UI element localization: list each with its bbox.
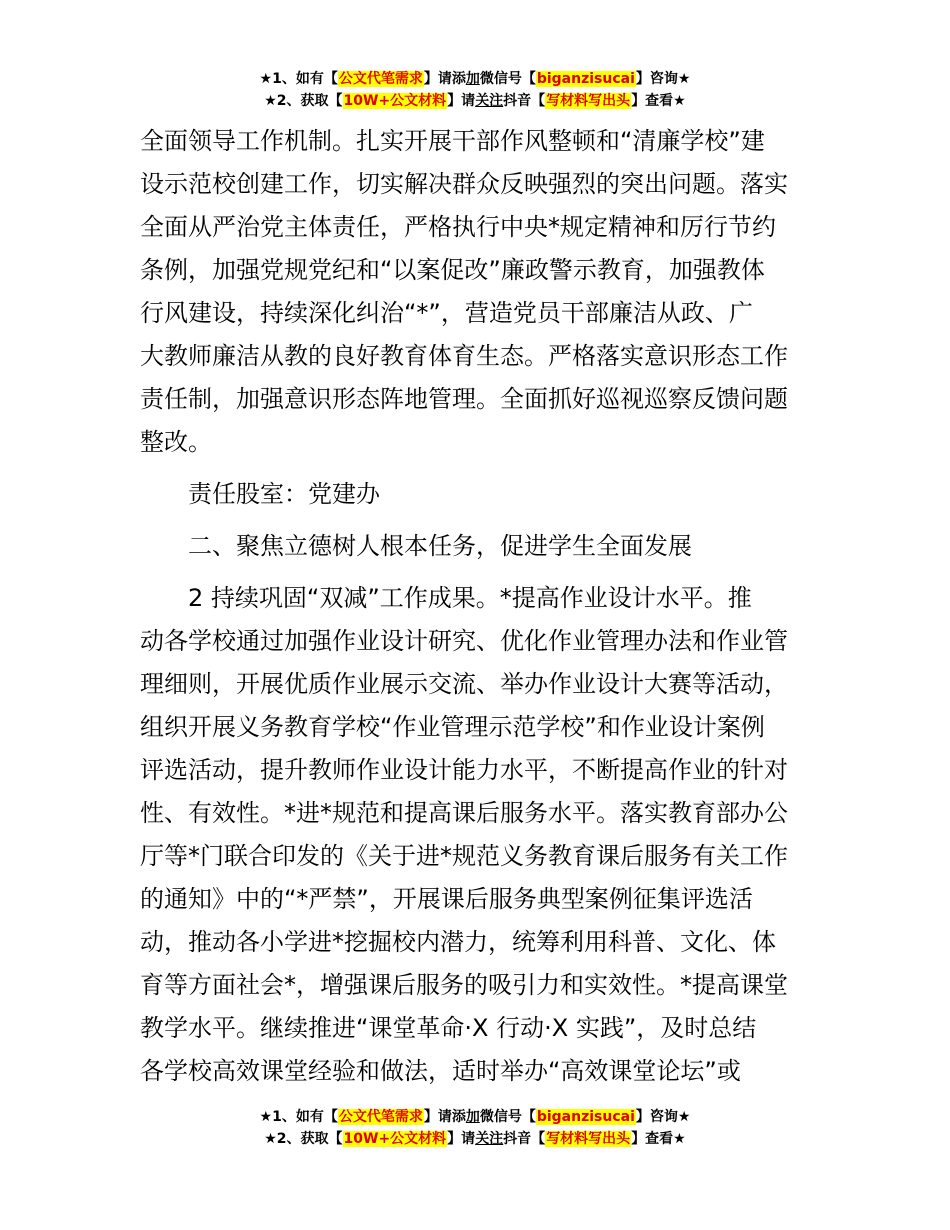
responsibility-line: 责任股室：党建办 [188, 480, 380, 508]
body-line: 的通知》中的“*严禁”，开展课后服务典型案例征集评选活 [140, 885, 753, 913]
banner-highlight: biganzisucai [536, 71, 635, 87]
banner-text: 微信号【 [479, 1109, 536, 1125]
banner-text: 】咨询★ [635, 1109, 691, 1125]
document-body [140, 120, 812, 1093]
body-line: 大教师廉洁从教的良好教育体育生态。严格落实意识形态工作 [140, 342, 788, 370]
body-line: 全面从严治党主体责任，严格执行中央*规定精神和厉行节约 [140, 213, 776, 241]
body-line: 评选活动，提升教师作业设计能力水平，不断提高作业的针对 [140, 756, 788, 784]
body-line: 教学水平。继续推进“课堂革命·X 行动·X 实践”，及时总结 [140, 1014, 757, 1042]
banner-text: 】请添 [423, 1109, 466, 1125]
banner-text: 】咨询★ [635, 71, 691, 87]
body-line: 性、有效性。*进*规范和提高课后服务水平。落实教育部办公 [140, 799, 788, 827]
banner-highlight: 公文代笔需求 [338, 71, 423, 87]
banner-text: 】查看★ [631, 93, 686, 109]
body-line: 厅等*门联合印发的《关于进*规范义务教育课后服务有关工作 [140, 842, 788, 870]
banner-line-1 [0, 68, 950, 90]
banner-highlight: biganzisucai [536, 1109, 635, 1125]
banner-highlight: 10W+公文材料 [343, 93, 447, 109]
banner-underlined-text: 加 [465, 71, 480, 87]
banner-text: ★2、获取【 [264, 93, 343, 109]
body-line: 动各学校通过加强作业设计研究、优化作业管理办法和作业管 [140, 627, 788, 655]
banner-highlight: 公文代笔需求 [338, 1109, 423, 1125]
body-line: 设示范校创建工作，切实解决群众反映强烈的突出问题。落实 [140, 170, 788, 198]
banner-highlight: 写材料写出头 [546, 1131, 631, 1147]
banner-underlined-text: 关注 [475, 1131, 504, 1147]
banner-underlined-text: 关注 [475, 93, 504, 109]
body-line: 育等方面社会*，增强课后服务的吸引力和实效性。*提高课堂 [140, 971, 788, 999]
banner-line-1 [0, 1106, 950, 1128]
body-line: 组织开展义务教育学校“作业管理示范学校”和作业设计案例 [140, 713, 765, 741]
body-line: 各学校高效课堂经验和做法，适时举办“高效课堂论坛”或 [140, 1057, 741, 1085]
body-line: 理细则，开展优质作业展示交流、举办作业设计大赛等活动， [140, 670, 788, 698]
body-line: 条例，加强党规党纪和“以案促改”廉政警示教育，加强教体 [140, 256, 765, 284]
banner-highlight: 10W+公文材料 [343, 1131, 447, 1147]
body-line: 责任制，加强意识形态阵地管理。全面抓好巡视巡察反馈问题 [140, 385, 788, 413]
banner-highlight: 写材料写出头 [546, 93, 631, 109]
banner-text: ★1、如有【 [259, 1109, 338, 1125]
banner-text: 抖音【 [503, 1131, 546, 1147]
banner-text: 抖音【 [503, 93, 546, 109]
banner-text: 】请 [447, 93, 476, 109]
banner-line-2 [0, 90, 950, 112]
body-line: 整改。 [140, 428, 212, 456]
banner-text: 】请添 [423, 71, 466, 87]
banner-line-2 [0, 1128, 950, 1150]
body-line: 2 持续巩固“双减”工作成果。*提高作业设计水平。推 [188, 584, 752, 612]
banner-text: 】查看★ [631, 1131, 686, 1147]
section-heading: 二、聚焦立德树人根本任务，促进学生全面发展 [188, 532, 692, 560]
body-line: 全面领导工作机制。扎实开展干部作风整顿和“清廉学校”建 [140, 127, 765, 155]
body-line: 行风建设，持续深化纠治“*”，营造党员干部廉洁从政、广 [140, 299, 753, 327]
banner-text: ★2、获取【 [264, 1131, 343, 1147]
header-banner [0, 68, 950, 112]
banner-text: ★1、如有【 [259, 71, 338, 87]
banner-text: 】请 [447, 1131, 476, 1147]
footer-banner [0, 1106, 950, 1150]
banner-underlined-text: 加 [465, 1109, 480, 1125]
body-line: 动，推动各小学进*挖掘校内潜力，统筹利用科普、文化、体 [140, 928, 776, 956]
banner-text: 微信号【 [479, 71, 536, 87]
